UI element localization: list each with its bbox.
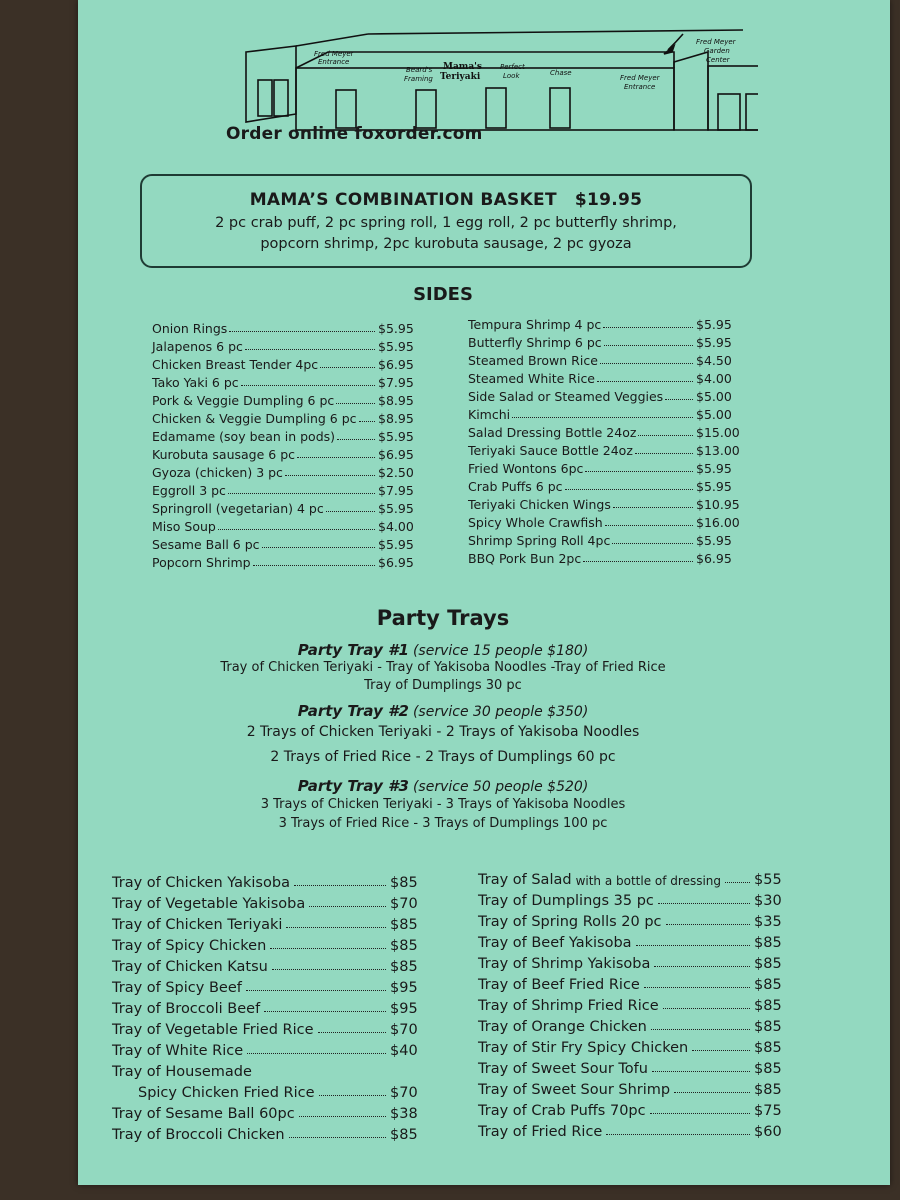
side-item-price: $6.95 xyxy=(696,551,732,566)
map-label-fm-left-1: Fred Meyer xyxy=(314,50,354,58)
combination-basket-name: MAMA’S COMBINATION BASKET xyxy=(249,190,557,210)
side-item-price: $8.95 xyxy=(378,411,414,426)
leader-dots xyxy=(612,543,693,544)
storefront-map-labels xyxy=(228,22,758,132)
side-item-name: Eggroll 3 pc xyxy=(152,483,226,498)
leader-dots xyxy=(309,906,386,907)
leader-dots xyxy=(636,945,750,946)
map-label-mamas-2: Teriyaki xyxy=(440,72,481,82)
tray-item-name: Tray of Housemade xyxy=(112,1064,252,1080)
party-tray-header xyxy=(178,776,708,795)
leader-dots xyxy=(294,885,386,886)
tray-item-name: Tray of Crab Puffs 70pc xyxy=(478,1103,646,1119)
side-item-row xyxy=(152,444,418,462)
tray-item-price: $85 xyxy=(390,1127,418,1143)
tray-item-row xyxy=(112,1059,426,1080)
side-item-price: $5.95 xyxy=(378,339,414,354)
party-tray-packages xyxy=(178,640,708,839)
order-online-text: Order online foxorder.com xyxy=(226,124,483,144)
tray-item-price: $70 xyxy=(390,1085,418,1101)
map-label-fm-left-2: Entrance xyxy=(318,58,350,66)
tray-item-price: $85 xyxy=(390,938,418,954)
side-item-name: Sesame Ball 6 pc xyxy=(152,537,260,552)
party-tray-contents: 2 Trays of Chicken Teriyaki - 2 Trays of Yakisoba Noodles xyxy=(246,724,640,740)
leader-dots xyxy=(725,882,750,883)
tray-item-price: $55 xyxy=(754,872,782,888)
leader-dots xyxy=(512,417,693,418)
side-item-name: Springroll (vegetarian) 4 pc xyxy=(152,501,324,516)
leader-dots xyxy=(218,529,375,530)
side-item-price: $16.00 xyxy=(696,515,740,530)
tray-item-row xyxy=(478,1098,790,1119)
leader-dots xyxy=(604,345,693,346)
tray-item-price: $38 xyxy=(390,1106,418,1122)
tray-item-name: Tray of Spicy Beef xyxy=(112,980,242,996)
party-tray-name: Party Tray #1 xyxy=(297,641,409,659)
leader-dots xyxy=(241,385,375,386)
side-item-name: Pork & Veggie Dumpling 6 pc xyxy=(152,393,335,408)
side-item-price: $6.95 xyxy=(378,555,414,570)
tray-item-row xyxy=(112,870,426,891)
tray-item-row xyxy=(478,867,790,888)
side-item-name: Crab Puffs 6 pc xyxy=(468,479,563,494)
tray-item-price: $85 xyxy=(754,956,782,972)
leader-dots xyxy=(247,1053,386,1054)
side-item-row xyxy=(468,476,736,494)
map-label-fm-right-2: Entrance xyxy=(624,83,656,91)
sides-right-column xyxy=(468,314,740,566)
side-item-name: Kurobuta sausage 6 pc xyxy=(152,447,295,462)
tray-item-row xyxy=(478,1077,790,1098)
tray-item-price: $70 xyxy=(390,1022,418,1038)
tray-item-name: Tray of Vegetable Fried Rice xyxy=(112,1022,314,1038)
side-item-row xyxy=(152,498,418,516)
tray-item-price: $60 xyxy=(754,1124,782,1140)
side-item-row xyxy=(152,516,418,534)
side-item-price: $7.95 xyxy=(378,483,414,498)
party-tray-name: Party Tray #2 xyxy=(297,702,409,720)
leader-dots xyxy=(674,1092,750,1093)
leader-dots xyxy=(285,475,375,476)
leader-dots xyxy=(613,507,693,508)
leader-dots xyxy=(229,331,375,332)
party-tray-package xyxy=(178,776,708,833)
tray-item-name: Spicy Chicken Fried Rice xyxy=(138,1085,315,1101)
tray-item-price: $70 xyxy=(390,896,418,912)
side-item-name: Jalapenos 6 pc xyxy=(152,339,243,354)
leader-dots xyxy=(359,421,375,422)
leader-dots xyxy=(318,1032,386,1033)
tray-item-name: Tray of Beef Fried Rice xyxy=(478,977,640,993)
leader-dots xyxy=(635,453,693,454)
tray-item-price: $85 xyxy=(390,917,418,933)
side-item-price: $5.00 xyxy=(696,407,732,422)
sides-left-column xyxy=(152,318,418,570)
leader-dots xyxy=(320,367,375,368)
tray-item-price: $95 xyxy=(390,980,418,996)
tray-item-name: Tray of White Rice xyxy=(112,1043,244,1059)
side-item-row xyxy=(152,552,418,570)
side-item-name: Butterfly Shrimp 6 pc xyxy=(468,335,602,350)
side-item-row xyxy=(468,440,740,458)
side-item-price: $5.95 xyxy=(378,537,414,552)
tray-item-row xyxy=(478,1035,790,1056)
tray-item-price: $85 xyxy=(754,1040,782,1056)
trays-right-column xyxy=(478,867,790,1140)
side-item-name: Spicy Whole Crawfish xyxy=(468,515,603,530)
tray-item-name: Tray of Chicken Katsu xyxy=(112,959,268,975)
side-item-name: Tako Yaki 6 pc xyxy=(152,375,239,390)
leader-dots xyxy=(228,493,375,494)
tray-item-name: Tray of Dumplings 35 pc xyxy=(478,893,654,909)
side-item-price: $4.00 xyxy=(696,371,732,386)
map-label-fm-right-1: Fred Meyer xyxy=(620,74,660,82)
side-item-row xyxy=(152,318,418,336)
tray-item-name: Tray of Shrimp Fried Rice xyxy=(478,998,659,1014)
side-item-row xyxy=(468,332,736,350)
side-item-price: $6.95 xyxy=(378,447,414,462)
leader-dots xyxy=(583,561,693,562)
party-tray-package xyxy=(178,640,708,695)
party-tray-contents: Tray of Dumplings 30 pc xyxy=(364,678,522,693)
tray-item-price: $75 xyxy=(754,1103,782,1119)
leader-dots xyxy=(658,903,750,904)
tray-item-name: Tray of Chicken Yakisoba xyxy=(112,875,290,891)
map-label-perfect-2: Look xyxy=(503,72,520,80)
combination-basket-line-2: popcorn shrimp, 2pc kurobuta sausage, 2 pc gyoza xyxy=(260,236,632,252)
leader-dots xyxy=(603,327,693,328)
side-item-name: Gyoza (chicken) 3 pc xyxy=(152,465,283,480)
side-item-row xyxy=(468,404,736,422)
party-tray-contents: 2 Trays of Fried Rice - 2 Trays of Dumplings 60 pc xyxy=(270,749,616,765)
tray-item-row xyxy=(478,930,790,951)
tray-item-price: $85 xyxy=(754,935,782,951)
leader-dots xyxy=(246,990,386,991)
side-item-row xyxy=(468,548,736,566)
tray-item-price: $85 xyxy=(390,959,418,975)
tray-item-row xyxy=(112,954,426,975)
tray-item-row xyxy=(478,888,790,909)
side-item-row xyxy=(152,354,418,372)
party-tray-service: (service 50 people $520) xyxy=(412,779,589,795)
side-item-name: BBQ Pork Bun 2pc xyxy=(468,551,582,566)
leader-dots xyxy=(565,489,693,490)
tray-item-row xyxy=(478,951,790,972)
tray-item-row xyxy=(478,1119,790,1140)
tray-item-name: Tray of Stir Fry Spicy Chicken xyxy=(478,1040,689,1056)
combination-basket-title xyxy=(142,190,750,210)
tray-item-row xyxy=(112,1122,426,1143)
side-item-name: Kimchi xyxy=(468,407,511,422)
leader-dots xyxy=(264,1011,386,1012)
side-item-name: Steamed White Rice xyxy=(468,371,596,386)
leader-dots xyxy=(245,349,375,350)
map-label-perfect-1: Perfect xyxy=(500,63,525,71)
side-item-price: $13.00 xyxy=(696,443,740,458)
side-item-price: $4.00 xyxy=(378,519,414,534)
side-item-price: $7.95 xyxy=(378,375,414,390)
tray-item-price: $35 xyxy=(754,914,782,930)
side-item-price: $5.95 xyxy=(696,533,732,548)
map-label-garden-2: Garden xyxy=(704,47,730,55)
leader-dots xyxy=(692,1050,750,1051)
tray-item-price: $85 xyxy=(754,977,782,993)
tray-item-row xyxy=(112,996,426,1017)
tray-item-row xyxy=(478,993,790,1014)
tray-item-row xyxy=(478,1014,790,1035)
tray-item-row xyxy=(478,972,790,993)
leader-dots xyxy=(297,457,375,458)
party-tray-service: (service 15 people $180) xyxy=(412,643,589,659)
side-item-row xyxy=(468,512,740,530)
side-item-name: Side Salad or Steamed Veggies xyxy=(468,389,664,404)
side-item-row xyxy=(468,368,736,386)
side-item-row xyxy=(152,426,418,444)
side-item-name: Onion Rings xyxy=(152,321,228,336)
side-item-price: $10.95 xyxy=(696,497,740,512)
side-item-price: $4.50 xyxy=(696,353,732,368)
side-item-price: $15.00 xyxy=(696,425,740,440)
side-item-price: $5.95 xyxy=(696,461,732,476)
tray-item-name: Tray of Orange Chicken xyxy=(478,1019,647,1035)
tray-item-price: $30 xyxy=(754,893,782,909)
combination-basket-line-1: 2 pc crab puff, 2 pc spring roll, 1 egg roll, 2 pc butterfly shrimp, xyxy=(215,215,677,231)
storefront-map xyxy=(228,22,758,132)
side-item-price: $5.00 xyxy=(696,389,732,404)
leader-dots xyxy=(600,363,693,364)
tray-item-price: $85 xyxy=(754,998,782,1014)
side-item-row xyxy=(468,350,736,368)
leader-dots xyxy=(650,1113,750,1114)
side-item-row xyxy=(152,408,418,426)
leader-dots xyxy=(605,525,693,526)
menu-paper xyxy=(78,0,890,1185)
tray-item-row xyxy=(112,1038,426,1059)
tray-item-name: Tray of Spicy Chicken xyxy=(112,938,267,954)
side-item-name: Salad Dressing Bottle 24oz xyxy=(468,425,637,440)
leader-dots xyxy=(253,565,375,566)
tray-item-row xyxy=(112,1080,426,1101)
sides-heading: SIDES xyxy=(413,284,473,305)
map-label-garden-3: Center xyxy=(706,56,730,64)
leader-dots xyxy=(319,1095,386,1096)
side-item-name: Chicken & Veggie Dumpling 6 pc xyxy=(152,411,357,426)
leader-dots xyxy=(270,948,386,949)
tray-item-row xyxy=(112,933,426,954)
party-tray-contents: 3 Trays of Chicken Teriyaki - 3 Trays of Yakisoba Noodles xyxy=(260,797,626,812)
side-item-name: Steamed Brown Rice xyxy=(468,353,598,368)
leader-dots xyxy=(654,966,750,967)
combination-basket-box xyxy=(140,174,752,268)
tray-item-price: $85 xyxy=(754,1019,782,1035)
side-item-price: $5.95 xyxy=(696,335,732,350)
party-tray-header xyxy=(178,701,708,720)
side-item-price: $6.95 xyxy=(378,357,414,372)
map-label-beards-1: Beard's xyxy=(406,66,433,74)
leader-dots xyxy=(606,1134,750,1135)
combination-basket-price: $19.95 xyxy=(574,190,643,210)
side-item-name: Fried Wontons 6pc xyxy=(468,461,584,476)
leader-dots xyxy=(665,399,693,400)
side-item-row xyxy=(152,462,418,480)
side-item-row xyxy=(468,458,736,476)
leader-dots xyxy=(272,969,386,970)
leader-dots xyxy=(666,924,750,925)
side-item-name: Popcorn Shrimp xyxy=(152,555,251,570)
side-item-name: Shrimp Spring Roll 4pc xyxy=(468,533,611,548)
party-trays-heading: Party Trays xyxy=(376,606,510,630)
tray-item-price: $85 xyxy=(754,1061,782,1077)
tray-item-name: Tray of Salad xyxy=(478,872,572,888)
leader-dots xyxy=(299,1116,386,1117)
leader-dots xyxy=(585,471,693,472)
tray-item-note: with a bottle of dressing xyxy=(575,874,722,888)
side-item-price: $5.95 xyxy=(696,479,732,494)
side-item-name: Tempura Shrimp 4 pc xyxy=(468,317,602,332)
tray-item-row xyxy=(112,975,426,996)
tray-item-row xyxy=(112,1017,426,1038)
leader-dots xyxy=(337,439,375,440)
side-item-row xyxy=(152,480,418,498)
map-label-chase: Chase xyxy=(550,69,572,77)
leader-dots xyxy=(326,511,375,512)
leader-dots xyxy=(286,927,386,928)
side-item-price: $5.95 xyxy=(378,429,414,444)
tray-item-row xyxy=(112,1101,426,1122)
party-tray-name: Party Tray #3 xyxy=(297,777,409,795)
combination-basket-description xyxy=(142,213,750,255)
tray-item-row xyxy=(478,909,790,930)
side-item-name: Teriyaki Sauce Bottle 24oz xyxy=(468,443,633,458)
tray-item-name: Tray of Beef Yakisoba xyxy=(478,935,632,951)
leader-dots xyxy=(336,403,375,404)
side-item-row xyxy=(468,422,740,440)
side-item-row xyxy=(468,314,736,332)
party-tray-header xyxy=(178,640,708,659)
leader-dots xyxy=(289,1137,386,1138)
tray-item-name: Tray of Broccoli Chicken xyxy=(112,1127,285,1143)
trays-left-column xyxy=(112,870,426,1143)
leader-dots xyxy=(644,987,750,988)
tray-item-name: Tray of Fried Rice xyxy=(478,1124,603,1140)
side-item-price: $8.95 xyxy=(378,393,414,408)
tray-item-name: Tray of Sweet Sour Shrimp xyxy=(478,1082,671,1098)
side-item-price: $5.95 xyxy=(378,501,414,516)
tray-item-price: $40 xyxy=(390,1043,418,1059)
leader-dots xyxy=(652,1071,750,1072)
map-label-beards-2: Framing xyxy=(404,75,433,83)
tray-item-name: Tray of Shrimp Yakisoba xyxy=(478,956,651,972)
side-item-row xyxy=(152,534,418,552)
side-item-price: $5.95 xyxy=(378,321,414,336)
side-item-name: Chicken Breast Tender 4pc xyxy=(152,357,319,372)
side-item-row xyxy=(152,390,418,408)
leader-dots xyxy=(597,381,693,382)
party-tray-service: (service 30 people $350) xyxy=(412,704,589,720)
side-item-row xyxy=(468,386,736,404)
tray-item-price: $85 xyxy=(754,1082,782,1098)
tray-item-name: Tray of Sesame Ball 60pc xyxy=(112,1106,295,1122)
map-label-garden-1: Fred Meyer xyxy=(696,38,736,46)
side-item-price: $5.95 xyxy=(696,317,732,332)
side-item-name: Miso Soup xyxy=(152,519,216,534)
tray-item-row xyxy=(112,891,426,912)
tray-item-name: Tray of Spring Rolls 20 pc xyxy=(478,914,662,930)
party-tray-package xyxy=(178,701,708,770)
side-item-row xyxy=(152,336,418,354)
side-item-name: Teriyaki Chicken Wings xyxy=(468,497,611,512)
tray-item-name: Tray of Broccoli Beef xyxy=(112,1001,261,1017)
party-tray-contents: Tray of Chicken Teriyaki - Tray of Yakisoba Noodles -Tray of Fried Rice xyxy=(220,660,666,675)
map-label-mamas-1: Mama's xyxy=(443,62,482,72)
leader-dots xyxy=(651,1029,750,1030)
side-item-row xyxy=(152,372,418,390)
party-tray-contents: 3 Trays of Fried Rice - 3 Trays of Dumplings 100 pc xyxy=(278,816,608,831)
leader-dots xyxy=(262,547,375,548)
tray-item-row xyxy=(478,1056,790,1077)
side-item-name: Edamame (soy bean in pods) xyxy=(152,429,336,444)
side-item-row xyxy=(468,494,740,512)
tray-item-name: Tray of Sweet Sour Tofu xyxy=(478,1061,648,1077)
side-item-price: $2.50 xyxy=(378,465,414,480)
leader-dots xyxy=(663,1008,750,1009)
tray-item-name: Tray of Chicken Teriyaki xyxy=(112,917,283,933)
side-item-row xyxy=(468,530,736,548)
tray-item-name: Tray of Vegetable Yakisoba xyxy=(112,896,306,912)
tray-item-price: $95 xyxy=(390,1001,418,1017)
leader-dots xyxy=(638,435,693,436)
tray-item-row xyxy=(112,912,426,933)
tray-item-price: $85 xyxy=(390,875,418,891)
